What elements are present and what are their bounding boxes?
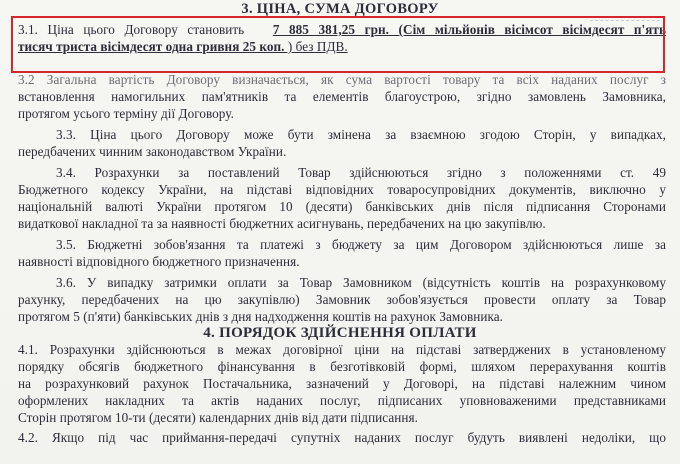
clause-4-1-line-3: на розрахунковий рахунок Постачальника, зазначений у Договорі, на підставі належним чином <box>18 376 666 391</box>
section-4-title: 4. ПОРЯДОК ЗДІЙСНЕННЯ ОПЛАТИ <box>203 325 477 341</box>
clause-3-3-line-1: 3.3. Ціна цього Договору може бути змінена за взаємною згодою Сторін, у випадках, <box>56 127 666 142</box>
clause-3-1-suffix: ) без ПДВ. <box>284 39 348 54</box>
clause-3-1-prefix: 3.1. Ціна цього Договору становить <box>18 22 245 37</box>
clause-3-6-line-2: рахунку, передбачених на цю закупівлю) Замовник зобов'язується провести оплату за Товар <box>18 292 666 307</box>
clause-3-2-line-3: протягом усього терміну дії Договору. <box>18 106 234 121</box>
clause-3-2-line-1: 3.2 Загальна вартість Договору визначається, як сума вартості товару та всіх наданих послуг з <box>18 72 666 87</box>
clause-3-3-line-2: передбачених чинним законодавством України. <box>18 144 287 159</box>
clause-4-1-line-1: 4.1. Розрахунки здійснюються в межах договірної ціни на підставі затверджених в установленому <box>18 342 666 357</box>
contract-price-amount: 7 885 381,25 грн. (Сім мільйонів вісімсот вісімдесят п'ять <box>272 22 666 37</box>
highlight-box <box>11 16 665 73</box>
clause-3-4-line-4: видаткової накладної та за наявності бюджетних асигнувань, передбачених на цю закупівлю. <box>18 216 546 231</box>
clause-3-5-line-2: наявності відповідного бюджетного призначення. <box>18 254 300 269</box>
clause-3-6-line-1: 3.6. У випадку затримки оплати за Товар Замовником (відсутність коштів на розрахунковому <box>56 275 666 290</box>
clause-3-5-line-1: 3.5. Бюджетні зобов'язання та платежі з бюджету за цим Договором здійснюються лише за <box>56 237 666 252</box>
clause-4-2-line-1: 4.2. Якщо під час приймання-передачі супутніх наданих послуг будуть виявлені недоліки, що <box>18 430 666 445</box>
clause-3-4-line-3: національній валюті України протягом 10 (десяти) банківських днів після підписання Сторонами <box>18 199 666 214</box>
clause-3-2-line-2: встановлення намогильних пам'ятників та елементів благоустрою, згідно замовлень Замовника, <box>18 89 666 104</box>
contract-price-words: тисяч триста вісімдесят одна гривня 25 коп. <box>18 39 285 54</box>
clause-4-1-line-4: оформлених накладних та актів наданих послуг, підписаних уповноваженими представниками <box>18 393 666 408</box>
clause-3-4-line-1: 3.4. Розрахунки за поставлений Товар здійснюються згідно з положеннями ст. 49 <box>56 165 666 180</box>
clause-4-1-line-5: Сторін протягом 10-ти (десяти) календарних днів від дати підписання. <box>18 410 418 425</box>
clause-4-1-line-2: порядку обсягів бюджетного фінансування в безготівковій формі, шляхом перерахування коштів <box>18 359 666 374</box>
section-3-title: 3. ЦІНА, СУМА ДОГОВОРУ <box>241 1 439 17</box>
clause-3-4-line-2: Бюджетного кодексу України, на підставі відповідних товаросупровідних документів, виключно у <box>18 182 666 197</box>
clause-3-6-line-3: протягом 5 (п'яти) банківських днів з дня надходження коштів на рахунок Замовника. <box>18 309 503 324</box>
